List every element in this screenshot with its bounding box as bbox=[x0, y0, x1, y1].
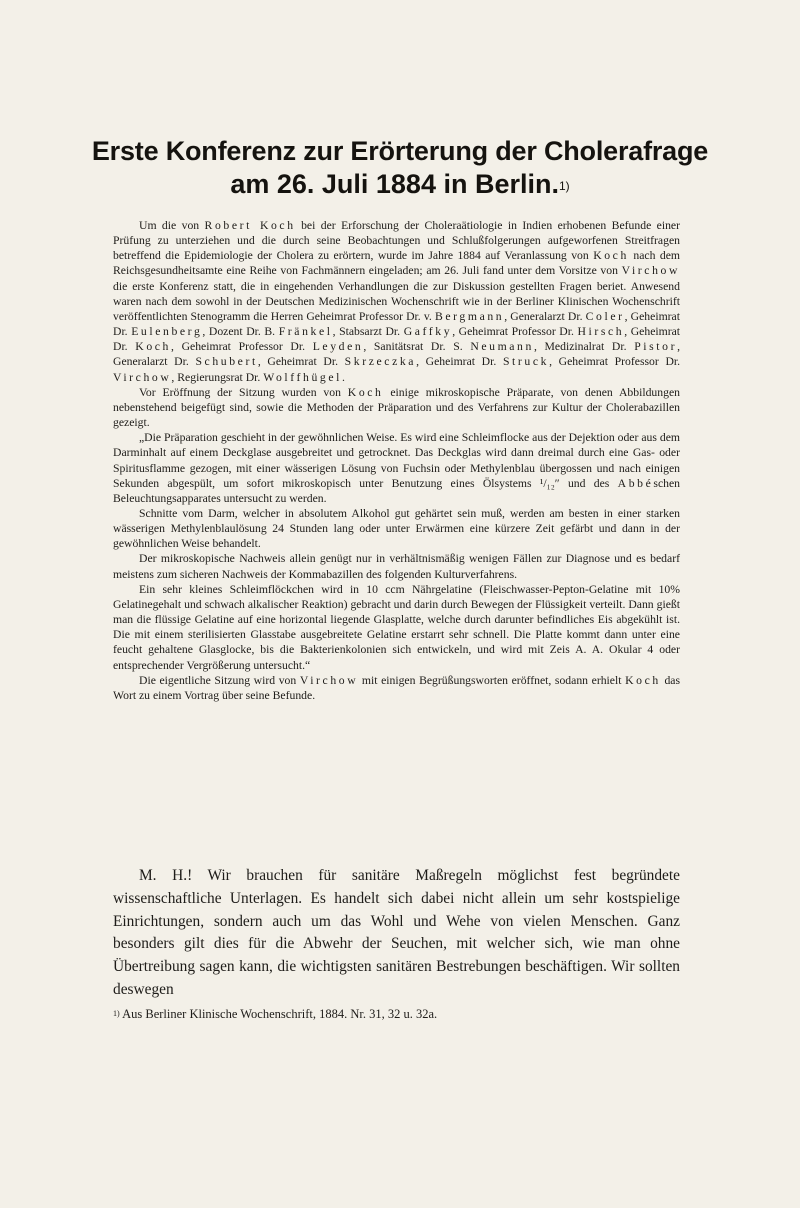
speech-text bbox=[113, 865, 680, 1002]
paragraph-participants: Um die von Robert Koch bei der Erforschung der Choleraätiologie in Indien erhobenen Befunde einer Prüfung zu unterziehen und die durch seine Beobachtungen und Schlußfolgerungen aufgeworfenen Streitfragen betreffend die Epidemiologie der Cholera zu erörtern, wurde im Jahre 1884 auf Veranlassung von Koch nach dem Reichsgesundheitsamte eine Reihe von Fachmännern eingeladen; am 26. Juli fand unter dem Vorsitze von Virchow die erste Konferenz statt, die in eingehenden Verhandlungen die zur Diskussion gestellten Fragen beriet. Anwesend waren nach dem sowohl in der Deutschen Medizinischen Wochenschrift wie in der Berliner Klinischen Wochenschrift veröffentlichten Stenogramm die Herren Geheimrat Professor Dr. v. Bergmann, Generalarzt Dr. Coler, Geheimrat Dr. Eulenberg, Dozent Dr. B. Fränkel, Stabsarzt Dr. Gaffky, Geheimrat Professor Dr. Hirsch, Geheimrat Dr. Koch, Geheimrat Professor Dr. Leyden, Sanitätsrat Dr. S. Neumann, Medizinalrat Dr. Pistor, Generalarzt Dr. Schubert, Geheimrat Dr. Skrzeczka, Geheimrat Dr. Struck, Geheimrat Professor Dr. Virchow, Regierungsrat Dr. Wolffhügel. bbox=[113, 219, 681, 384]
title-footnote-marker: 1) bbox=[558, 179, 570, 193]
title-date-place: am 26. Juli 1884 in Berlin. bbox=[230, 169, 559, 199]
footnote bbox=[113, 1006, 680, 1022]
intro-text bbox=[113, 218, 680, 703]
footnote-text: Aus Berliner Klinische Wochenschrift, 1884. Nr. 31, 32 u. 32a. bbox=[122, 1007, 438, 1021]
paragraph-session: Die eigentliche Sitzung wird von Virchow mit einigen Begrüßungsworten eröffnet, sodann erhielt Koch das Wort zu einem Vortrag über seine Befunde. bbox=[113, 673, 681, 702]
title-line-1: Erste Konferenz zur Erörterung der Cholerafrage bbox=[91, 136, 709, 166]
paragraph-sections: Schnitte vom Darm, welcher in absolutem Alkohol gut gehärtet sein muß, werden am besten in einer starken wässerigen Methylenblaulösung 24 Stunden lang oder unter Erwärmen eine kürzere Zeit gefärbt und dann in der gewöhnlichen Weise behandelt. bbox=[113, 506, 680, 551]
paragraph-culture: Ein sehr kleines Schleimflöckchen wird in 10 ccm Nährgelatine (Fleischwasser-Pepton-Gelatine mit 10% Gelatinegehalt und schwach alkalischer Reaktion) gebracht und darin durch Bewegen der Flüssigkeit verteilt. Dann gießt man die flüssige Gelatine auf eine horizontal liegende Glasplatte, welche durch darunter befindliches Eis abgekühlt ist. Die mit einem sterilisierten Glasstabe ausgebreitete Gelatine erstarrt sehr schnell. Die Platte kommt dann unter eine feucht gehaltene Glasglocke, bis die Bakterienkolonien sich entwickeln, und wird mit Zeis A. A. Okular 4 oder entsprechender Vergrößerung untersucht.“ bbox=[113, 582, 680, 672]
paragraph-diagnosis: Der mikroskopische Nachweis allein genügt nur in verhältnismäßig wenigen Fällen zur Diagnose und es bedarf meistens zum sicheren Nachweis der Kommabazillen des folgenden Kulturverfahrens. bbox=[113, 552, 680, 581]
title-line-2 bbox=[0, 167, 800, 201]
paragraph-method-quote: „Die Präparation geschieht in der gewöhnlichen Weise. Es wird eine Schleimflocke aus der Dejektion oder aus dem Darminhalt auf einem Deckglase ausgebreitet und getrocknet. Das Deckglas wird dann dreimal durch eine Gas- oder Spiritusflamme gezogen, mit einer wässerigen Lösung von Fuchsin oder Methylenblau übergossen und nach einigen Sekunden abgespült, um sofort mikroskopisch unter Benutzung eines Ölsystems ¹/₁₂″ und des Abbéschen Beleuchtungsapparates untersucht zu werden. bbox=[113, 431, 681, 505]
paragraph-preparations: Vor Eröffnung der Sitzung wurden von Koch einige mikroskopische Präparate, von denen Abbildungen nebenstehend beigefügt sind, sowie die Methoden der Präparation und des Verfahrens zur Kultur der Cholerabazillen gezeigt. bbox=[113, 385, 680, 430]
footnote-marker: 1) bbox=[113, 1009, 120, 1018]
heading bbox=[0, 135, 800, 201]
paragraph-speech: M. H.! Wir brauchen für sanitäre Maßregeln möglichst fest begründete wissenschaftliche Unterlagen. Es handelt sich dabei nicht allein um sehr kostspielige Einrichtungen, sondern auch um das Wohl und Wehe von vielen Menschen. Ganz besonders gilt dies für die Abwehr der Seuchen, mit welcher sich, wie man ohne Übertreibung sagen kann, die wichtigsten sanitären Bestrebungen beschäftigen. Wir sollten deswegen bbox=[113, 867, 680, 998]
